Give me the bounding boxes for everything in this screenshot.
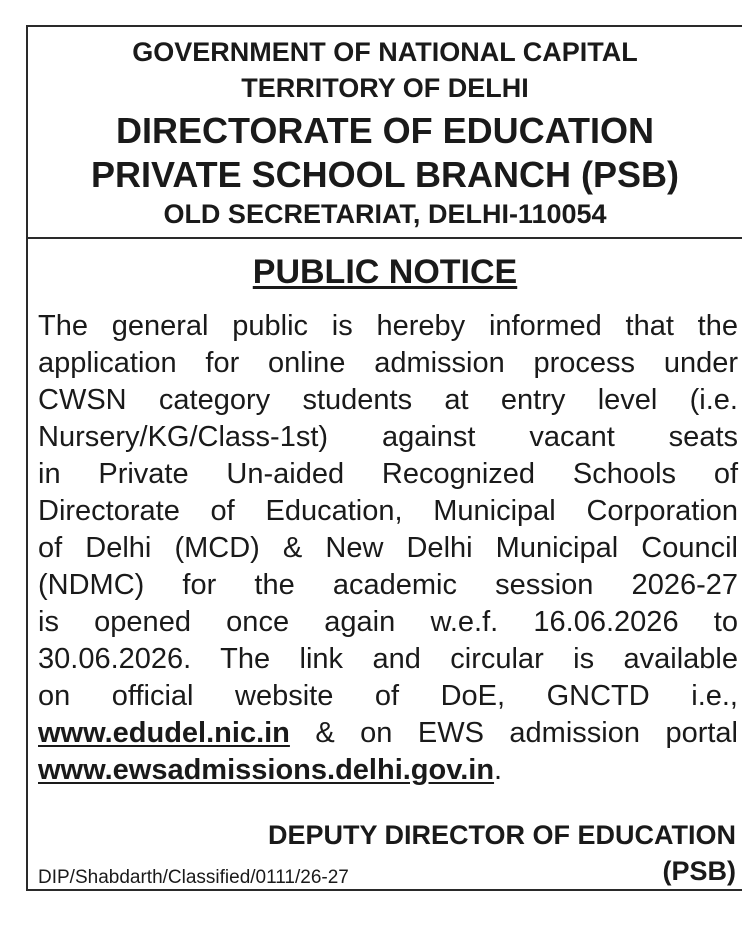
signatory-branch: (PSB): [662, 856, 736, 886]
reference-number: DIP/Shabdarth/Classified/0111/26-27: [38, 867, 349, 888]
link-connector-text: & on EWS admission portal: [289, 717, 738, 749]
notice-body-line: Nursery/KG/Class-1st) against vacant seats: [38, 421, 738, 453]
header-directorate-line: DIRECTORATE OF EDUCATION: [116, 110, 654, 151]
notice-body-line: (NDMC) for the academic session 2026-27: [38, 569, 738, 601]
notice-body-line: in Private Un-aided Recognized Schools of: [38, 458, 738, 490]
notice-body-line: of Delhi (MCD) & New Delhi Municipal Council: [38, 532, 738, 564]
header-address-line: OLD SECRETARIAT, DELHI-110054: [163, 199, 607, 229]
edudel-website-link[interactable]: www.edudel.nic.in: [38, 717, 290, 749]
notice-body-line: CWSN category students at entry level (i.e.: [38, 384, 738, 416]
header-territory-line: TERRITORY OF DELHI: [241, 73, 529, 103]
notice-title: PUBLIC NOTICE: [252, 253, 518, 291]
notice-body-line: on official website of DoE, GNCTD i.e.,: [38, 680, 738, 712]
notice-body: [38, 308, 738, 789]
notice-body-line: application for online admission process under: [38, 347, 738, 379]
notice-body-line: The general public is hereby informed that the: [38, 310, 738, 342]
ews-admissions-portal-link[interactable]: www.ewsadmissions.delhi.gov.in: [38, 754, 495, 786]
public-notice-card: [26, 25, 742, 891]
notice-header: [28, 27, 742, 239]
notice-body-line-links: [38, 715, 738, 752]
link-end-punctuation: .: [494, 754, 503, 786]
notice-body-line: Directorate of Education, Municipal Corporation: [38, 495, 738, 527]
header-government-line: GOVERNMENT OF NATIONAL CAPITAL: [132, 37, 638, 67]
notice-body-line-portal: [38, 752, 738, 789]
notice-body-line: is opened once again w.e.f. 16.06.2026 to: [38, 606, 738, 638]
notice-body-line: 30.06.2026. The link and circular is available: [38, 643, 738, 675]
signatory-title: DEPUTY DIRECTOR OF EDUCATION: [267, 820, 736, 850]
header-branch-line: PRIVATE SCHOOL BRANCH (PSB): [90, 154, 680, 195]
